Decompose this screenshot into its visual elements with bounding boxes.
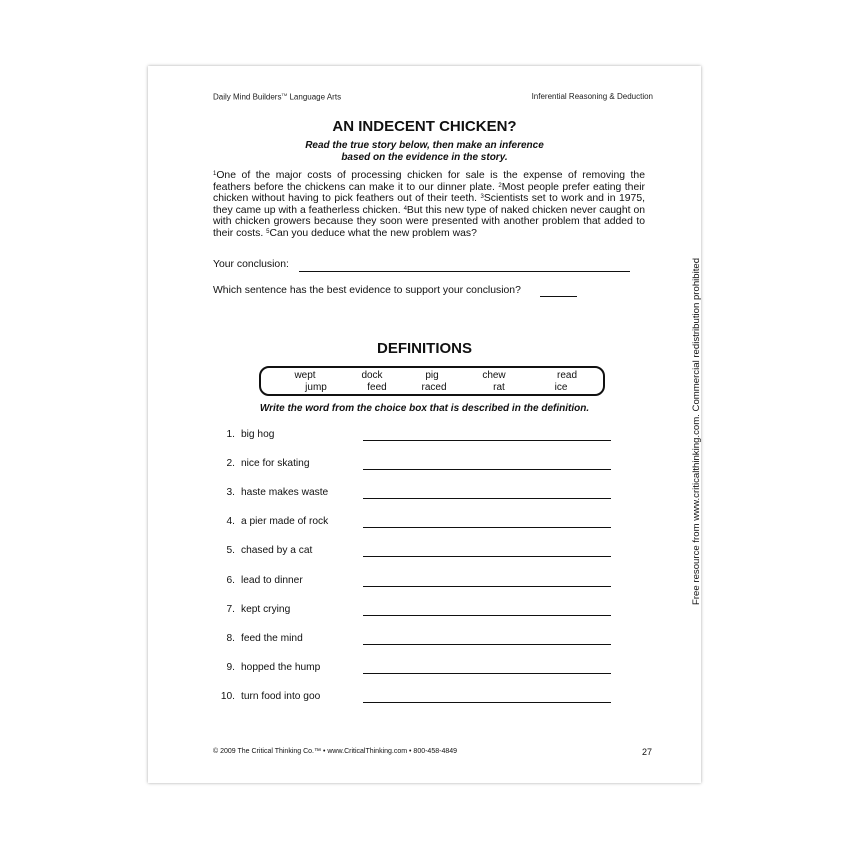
answer-line[interactable] bbox=[363, 469, 611, 470]
choice-word: chew bbox=[482, 370, 506, 381]
item-text: kept crying bbox=[241, 604, 291, 615]
answer-line[interactable] bbox=[363, 440, 611, 441]
sentence-number: 5 bbox=[266, 228, 270, 235]
sentence-text: But this new type of naked chicken never caught on with chicken growers because they soon were presented with another problem that added to their costs. bbox=[213, 204, 646, 239]
page-number: 27 bbox=[642, 747, 653, 757]
header-left bbox=[213, 92, 341, 102]
item-text: a pier made of rock bbox=[241, 516, 329, 527]
answer-line[interactable] bbox=[363, 586, 611, 587]
sentence-number: 1 bbox=[213, 171, 217, 177]
story-paragraph bbox=[213, 170, 645, 240]
choice-word: raced bbox=[421, 382, 447, 393]
evidence-answer-line[interactable] bbox=[540, 296, 577, 297]
instruction-line-1: Read the true story below, then make an inference bbox=[305, 140, 544, 151]
conclusion-answer-line[interactable] bbox=[299, 271, 630, 272]
item-number: 7. bbox=[226, 604, 235, 615]
evidence-question: Which sentence has the best evidence to support your conclusion? bbox=[213, 285, 521, 296]
item-number: 9. bbox=[226, 662, 235, 673]
choice-word: feed bbox=[367, 382, 387, 393]
item-text: turn food into goo bbox=[241, 691, 321, 702]
header-series: Daily Mind Builders bbox=[213, 92, 282, 102]
definitions-instruction: Write the word from the choice box that is described in the definition. bbox=[259, 403, 590, 414]
item-text: hopped the hump bbox=[241, 662, 321, 673]
definitions-title: DEFINITIONS bbox=[376, 340, 472, 357]
answer-line[interactable] bbox=[363, 644, 611, 645]
choice-word: read bbox=[556, 370, 577, 381]
item-text: lead to dinner bbox=[241, 575, 303, 586]
header-tm: TM bbox=[281, 92, 288, 97]
instruction-line-2: based on the evidence in the story. bbox=[341, 152, 508, 163]
item-number: 8. bbox=[226, 633, 235, 644]
choice-word: ice bbox=[554, 382, 568, 393]
header-right: Inferential Reasoning & Deduction bbox=[531, 92, 653, 101]
choice-word: dock bbox=[361, 370, 383, 381]
answer-line[interactable] bbox=[363, 673, 611, 674]
conclusion-label: Your conclusion: bbox=[213, 259, 289, 270]
sentence-text: One of the major costs of processing chicken for sale is the expense of removing the feathers before the chickens can make it to our dinner plate. bbox=[213, 170, 645, 193]
item-number: 5. bbox=[226, 545, 235, 556]
choice-word: pig bbox=[425, 370, 439, 381]
item-number: 10. bbox=[220, 691, 235, 702]
header-subject: Language Arts bbox=[287, 92, 342, 102]
item-text: haste makes waste bbox=[241, 487, 329, 498]
item-number: 2. bbox=[226, 458, 235, 469]
worksheet-page bbox=[148, 66, 701, 783]
sentence-text: Most people prefer eating their chicken without having to pick feathers out of their teeth. bbox=[213, 181, 645, 205]
choice-box bbox=[259, 366, 605, 396]
item-number: 4. bbox=[226, 516, 235, 527]
item-number: 6. bbox=[226, 575, 235, 586]
answer-line[interactable] bbox=[363, 498, 611, 499]
item-text: nice for skating bbox=[241, 458, 310, 469]
answer-line[interactable] bbox=[363, 527, 611, 528]
choice-word: wept bbox=[294, 370, 316, 381]
sentence-text: Scientists set to work and in 1975, they came up with a featherless chicken. bbox=[213, 193, 645, 216]
sentence-number: 4 bbox=[403, 205, 407, 212]
side-note: Free resource from www.criticalthinking.com. Commercial redistribution prohibited bbox=[691, 257, 702, 605]
item-number: 1. bbox=[226, 429, 235, 440]
answer-line[interactable] bbox=[363, 702, 611, 703]
choice-word: jump bbox=[305, 382, 327, 393]
answer-line[interactable] bbox=[363, 556, 611, 557]
answer-line[interactable] bbox=[363, 615, 611, 616]
item-text: chased by a cat bbox=[241, 545, 313, 556]
sentence-number: 3 bbox=[480, 194, 484, 201]
page-title: AN INDECENT CHICKEN? bbox=[332, 118, 517, 135]
item-number: 3. bbox=[226, 487, 235, 498]
item-text: feed the mind bbox=[241, 633, 303, 644]
sentence-text: Can you deduce what the new problem was? bbox=[269, 227, 477, 239]
item-text: big hog bbox=[241, 429, 275, 440]
footer-copyright: © 2009 The Critical Thinking Co.™ • www.CriticalThinking.com • 800-458-4849 bbox=[213, 748, 458, 755]
sentence-number: 2 bbox=[498, 182, 502, 189]
choice-word: rat bbox=[493, 382, 505, 393]
